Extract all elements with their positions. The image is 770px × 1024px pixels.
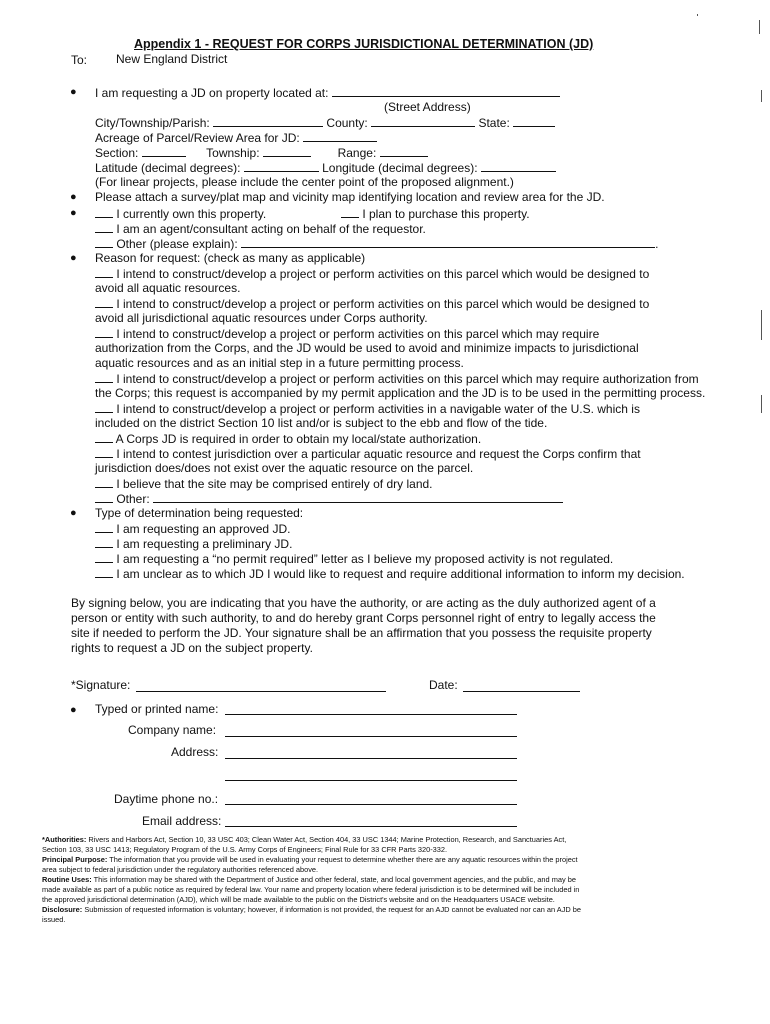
reason-item: [95, 371, 699, 387]
type-text: I am requesting a preliminary JD.: [116, 537, 293, 551]
reason-text-cont: aquatic resources and as an initial step in a future permitting process.: [95, 356, 464, 370]
reason-text-cont: included on the district Section 10 list and/or is subject to the ebb and flow of the tide.: [95, 416, 548, 430]
plan-purchase-row: [341, 206, 530, 222]
city-field[interactable]: [213, 115, 323, 127]
type-item: [95, 551, 613, 567]
range-field[interactable]: [380, 145, 428, 157]
section-field[interactable]: [142, 145, 186, 157]
district-name: New England District: [116, 52, 228, 66]
type-text: I am requesting an approved JD.: [116, 522, 291, 536]
page-title: Appendix 1 - REQUEST FOR CORPS JURISDICTIONAL DETERMINATION (JD): [134, 37, 594, 51]
reason-text: I believe that the site may be comprised entirely of dry land.: [116, 477, 433, 491]
footnote-authorities: *Authorities: Rivers and Harbors Act, Section 10, 33 USC 403; Clean Water Act, Section 404, 33 USC 1344; Marine Protection, Research, and Sanctuaries Act,: [42, 835, 567, 844]
township-field[interactable]: [263, 145, 311, 157]
to-label: To:: [71, 53, 88, 67]
reason-other-field[interactable]: [153, 491, 563, 503]
type-checkbox[interactable]: [95, 536, 113, 548]
type-item: [95, 566, 685, 582]
signature-label: *Signature:: [71, 678, 131, 692]
reason-item: [95, 476, 433, 492]
reason-text: I intend to construct/develop a project or perform activities on this parcel which would be designed to: [116, 297, 650, 311]
reason-checkbox[interactable]: [95, 296, 113, 308]
reason-item: [95, 266, 649, 282]
reason-checkbox[interactable]: [95, 326, 113, 338]
bullet-dot: ●: [70, 191, 77, 203]
bullet-dot: ●: [70, 86, 77, 98]
request-label: I am requesting a JD on property located at:: [95, 86, 329, 100]
reason-text: I intend to construct/develop a project or perform activities on this parcel which may require authorization from: [116, 372, 699, 386]
type-checkbox[interactable]: [95, 521, 113, 533]
reason-item: [95, 431, 481, 447]
reason-item: [95, 446, 641, 462]
state-label: State:: [478, 116, 510, 130]
own-property-row: [95, 206, 266, 222]
reason-checkbox[interactable]: [95, 491, 113, 503]
acreage-label: Acreage of Parcel/Review Area for JD:: [95, 131, 300, 145]
request-line: [95, 85, 560, 101]
reason-text: I intend to construct/develop a project or perform activities in a navigable water of the U.S. which is: [116, 402, 640, 416]
county-label: County:: [326, 116, 368, 130]
address-label: Address:: [171, 745, 219, 759]
bullet-dot: ●: [70, 207, 77, 219]
section-label: Section:: [95, 146, 139, 160]
plan-purchase-checkbox[interactable]: [341, 206, 359, 218]
reason-text: I intend to construct/develop a project or perform activities on this parcel which may require: [116, 327, 600, 341]
agent-checkbox[interactable]: [95, 221, 113, 233]
scan-speck: [761, 310, 762, 340]
bullet-dot: ●: [70, 704, 77, 716]
type-checkbox[interactable]: [95, 551, 113, 563]
type-header: Type of determination being requested:: [95, 506, 304, 520]
longitude-label: Longitude (decimal degrees):: [322, 161, 478, 175]
signature-field[interactable]: [136, 691, 386, 692]
reason-checkbox[interactable]: [95, 446, 113, 458]
address-field-line1[interactable]: [225, 758, 517, 759]
footnote-disclosure-cont: issued.: [42, 915, 66, 924]
scan-speck: [759, 20, 760, 34]
signing-paragraph-line: person or entity with such authority, to and do hereby grant Corps personnel right of entry to legally access the: [71, 611, 656, 625]
other-explain-row: Other (please explain): .: [95, 236, 658, 252]
reason-item: [95, 326, 599, 342]
reason-item: [95, 296, 649, 312]
phone-label: Daytime phone no.:: [114, 792, 219, 806]
section-row: [95, 145, 428, 161]
company-label: Company name:: [128, 723, 217, 737]
other-explain-checkbox[interactable]: [95, 236, 113, 248]
footnote-authorities-cont: Section 103, 33 USC 1413; Regulatory Program of the U.S. Army Corps of Engineers; Final Rule for 33 CFR Parts 320-332.: [42, 845, 448, 854]
type-text: I am unclear as to which JD I would like to request and require additional information to inform my decision.: [116, 567, 685, 581]
reason-text: I intend to construct/develop a project or perform activities on this parcel which would be designed to: [116, 267, 650, 281]
footnote-purpose-cont: area subject to federal jurisdiction under the regulatory authorities referenced above.: [42, 865, 319, 874]
signing-paragraph-line: rights to request a JD on the subject property.: [71, 641, 313, 655]
date-field[interactable]: [463, 691, 580, 692]
reason-text-cont: avoid all aquatic resources.: [95, 281, 241, 295]
scan-speck: [697, 14, 698, 16]
reason-text: I intend to contest jurisdiction over a particular aquatic resource and request the Corps confirm that: [116, 447, 641, 461]
reason-text-cont: jurisdiction does/does not exist over the aquatic resource on the parcel.: [95, 461, 474, 475]
reason-checkbox[interactable]: [95, 431, 113, 443]
other-explain-field[interactable]: [241, 236, 655, 248]
footnote-purpose: Principal Purpose: The information that you provide will be used in evaluating your request to determine whether there are any aquatic resources within the project: [42, 855, 578, 864]
linear-note: (For linear projects, please include the center point of the proposed alignment.): [95, 175, 514, 189]
date-label: Date:: [429, 678, 458, 692]
longitude-field[interactable]: [481, 160, 556, 172]
reason-item-other: [95, 491, 563, 507]
reason-text-cont: the Corps; this request is accompanied by my permit application and the JD is to be used in the permitting process.: [95, 386, 706, 400]
agent-label: I am an agent/consultant acting on behalf of the requestor.: [116, 222, 426, 236]
reason-checkbox[interactable]: [95, 371, 113, 383]
plan-purchase-label: I plan to purchase this property.: [362, 207, 530, 221]
signing-paragraph-line: site if needed to perform the JD. Your signature shall be an affirmation that you possess the requisite property: [71, 626, 652, 640]
reason-other-label: Other:: [116, 492, 150, 506]
reason-checkbox[interactable]: [95, 401, 113, 413]
type-text: I am requesting a “no permit required” letter as I believe my proposed activity is not regulated.: [116, 552, 614, 566]
footnote-routine-cont: the approved jurisdictional determination (AJD), which will be made available to the public on the District's website and on the Headquarters USACE website.: [42, 895, 555, 904]
agent-row: [95, 221, 426, 237]
type-checkbox[interactable]: [95, 566, 113, 578]
latlon-row: [95, 160, 556, 176]
bullet-dot: ●: [70, 252, 77, 264]
address-field-line2[interactable]: [225, 780, 517, 781]
footnote-disclosure: Disclosure: Submission of requested information is voluntary; however, if information is not provided, the request for an AJD cannot be evaluated nor can an AJD be: [42, 905, 582, 914]
email-field[interactable]: [225, 826, 517, 827]
footnote-routine: Routine Uses: This information may be shared with the Department of Justice and other federal, state, and local government agencies, and the public, and may be: [42, 875, 576, 884]
reason-checkbox[interactable]: [95, 476, 113, 488]
city-county-state-row: [95, 115, 555, 131]
range-label: Range:: [337, 146, 377, 160]
reason-checkbox[interactable]: [95, 266, 113, 278]
typed-name-label: Typed or printed name:: [95, 702, 219, 716]
city-label: City/Township/Parish:: [95, 116, 210, 130]
bullet-dot: ●: [70, 507, 77, 519]
street-address-field[interactable]: [332, 85, 560, 97]
scan-speck: [761, 90, 762, 102]
scan-speck: [761, 395, 762, 413]
type-item: [95, 521, 290, 537]
company-field[interactable]: [225, 736, 517, 737]
type-item: [95, 536, 292, 552]
attach-map-line: Please attach a survey/plat map and vicinity map identifying location and review area for the JD.: [95, 190, 605, 204]
reason-text: A Corps JD is required in order to obtain my local/state authorization.: [115, 432, 482, 446]
latitude-label: Latitude (decimal degrees):: [95, 161, 241, 175]
reason-text-cont: authorization from the Corps, and the JD would be used to avoid and minimize impacts to jurisdictional: [95, 341, 639, 355]
phone-field[interactable]: [225, 804, 517, 805]
latitude-field[interactable]: [244, 160, 319, 172]
street-address-caption: (Street Address): [384, 100, 471, 114]
footnote-routine-cont: made available as part of a public notice as required by federal law. Your name and property location where federal jurisdiction is to be determined will be included in: [42, 885, 580, 894]
own-property-label: I currently own this property.: [116, 207, 267, 221]
email-label: Email address:: [142, 814, 222, 828]
signing-paragraph-line: By signing below, you are indicating that you have the authority, or are acting as the duly authorized agent of a: [71, 596, 656, 610]
other-explain-label: Other (please explain):: [116, 237, 238, 251]
state-field[interactable]: [513, 115, 555, 127]
typed-name-field[interactable]: [225, 714, 517, 715]
reason-header: Reason for request: (check as many as applicable): [95, 251, 366, 265]
acreage-row: [95, 130, 377, 146]
county-field[interactable]: [371, 115, 475, 127]
acreage-field[interactable]: [303, 130, 377, 142]
reason-text-cont: avoid all jurisdictional aquatic resources under Corps authority.: [95, 311, 428, 325]
township-label: Township:: [206, 146, 260, 160]
reason-item: [95, 401, 640, 417]
own-property-checkbox[interactable]: [95, 206, 113, 218]
